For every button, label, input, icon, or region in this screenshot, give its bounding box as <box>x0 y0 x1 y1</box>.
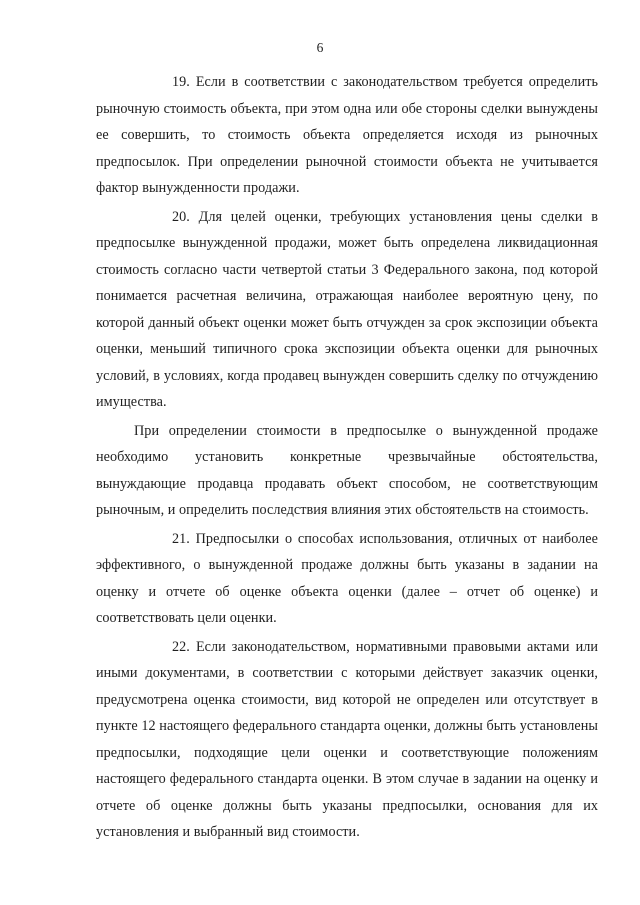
paragraph-19 <box>96 69 598 202</box>
paragraph-text: При определении стоимости в предпосылке о вынужденной продаже необходимо установить конкретные чрезвычайные обстоятельства, вынуждающие продавца продавать объект способом, не соответствующим рыночным, и определить последствия влияния этих обстоятельств на стоимость. <box>96 422 598 518</box>
paragraph-number: 21. <box>172 530 190 547</box>
page-number: 6 <box>316 40 324 55</box>
document-body <box>96 69 598 848</box>
paragraph-22 <box>96 634 598 846</box>
paragraph-number: 20. <box>172 208 190 225</box>
paragraph-text: Если законодательством, нормативными правовыми актами или иными документами, в соответствии с которыми действует заказчик оценки, предусмотрена оценка стоимости, вид которой не определен или отсутствует в пункте 12 настоящего федерального стандарта оценки, должны быть установлены предпосылки, подходящие цели оценки и соответствующие положениям настоящего федерального стандарта оценки. В этом случае в задании на оценку и отчете об оценке должны быть указаны предпосылки, основания для их установления и выбранный вид стоимости. <box>96 638 598 840</box>
paragraph-20 <box>96 204 598 416</box>
paragraph-21 <box>96 526 598 632</box>
paragraph-20-continuation <box>96 418 598 524</box>
paragraph-number: 19. <box>172 74 190 90</box>
paragraph-text: Предпосылки о способах использования, отличных от наиболее эффективного, о вынужденной продаже должны быть указаны в задании на оценку и отчете об оценке объекта оценки (далее – отчет об оценке) и соответствовать цели оценки. <box>96 530 598 626</box>
paragraph-text: Если в соответствии с законодательством требуется определить рыночную стоимость объекта, при этом одна или обе стороны сделки вынуждены ее совершить, то стоимость объекта определяется исходя из рыночных предпосылок. При определении рыночной стоимости объекта не учитывается фактор вынужденности продажи. <box>96 74 598 196</box>
paragraph-number: 22. <box>172 638 190 655</box>
paragraph-text: Для целей оценки, требующих установления цены сделки в предпосылке вынужденной продажи, может быть определена ликвидационная стоимость согласно части четвертой статьи 3 Федерального закона, под которой понимается расчетная величина, отражающая наиболее вероятную цену, по которой данный объект оценки может быть отчужден за срок экспозиции объекта оценки, меньший типичного срока экспозиции объекта оценки для рыночных условий, в условиях, когда продавец вынужден совершить сделку по отчуждению имущества. <box>96 208 598 410</box>
